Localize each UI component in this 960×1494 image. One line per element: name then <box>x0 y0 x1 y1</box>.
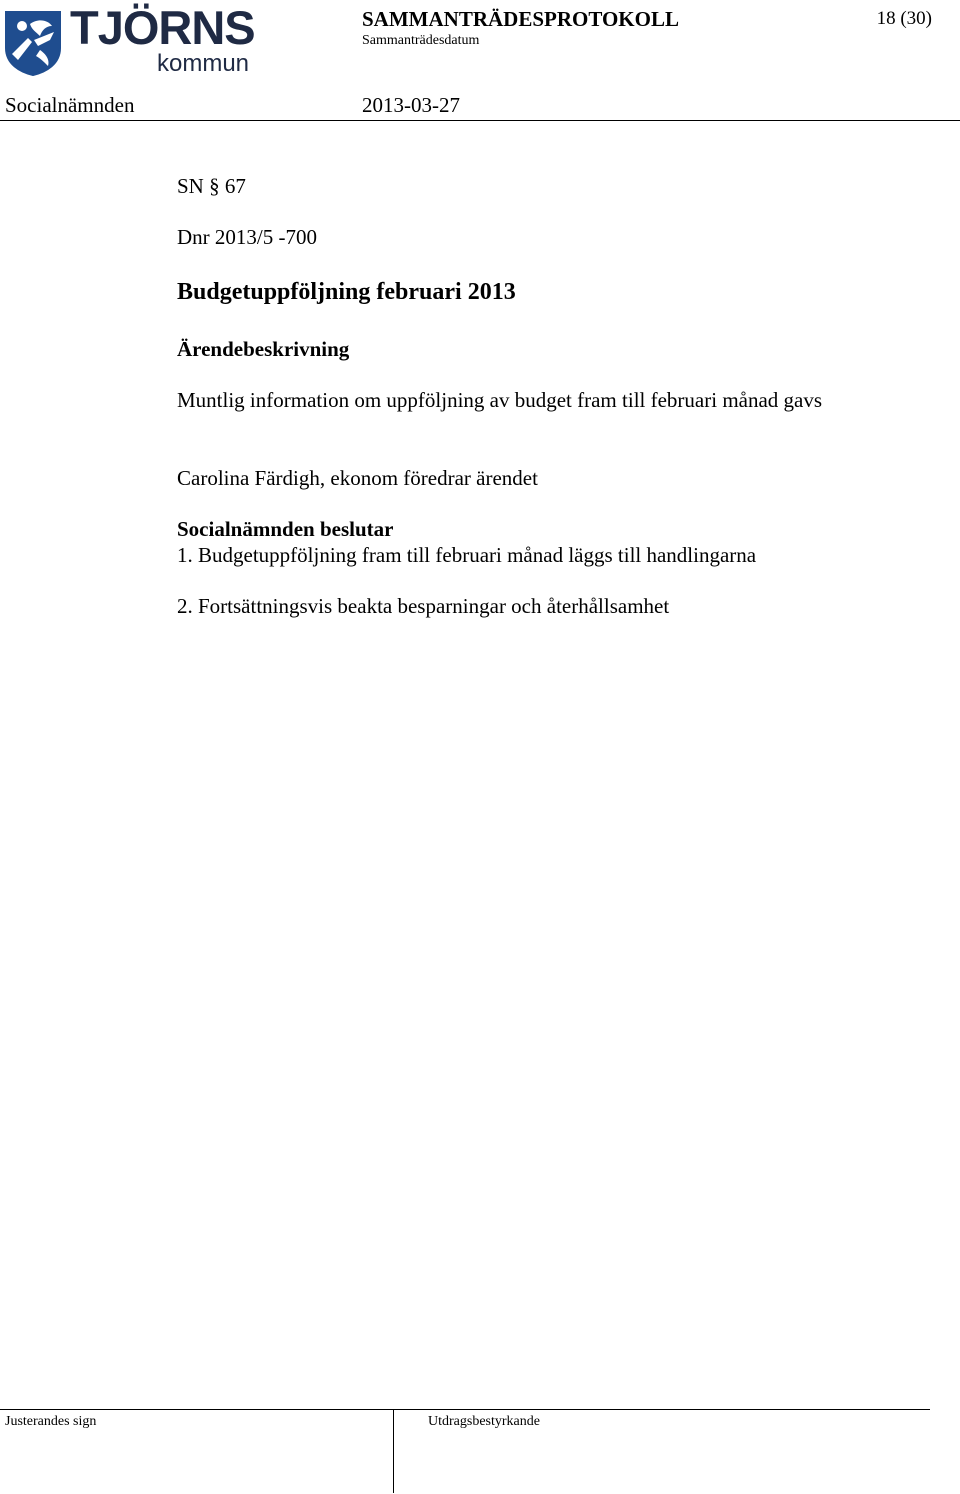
date-label: Sammanträdesdatum <box>362 33 480 48</box>
footer-column-divider <box>393 1409 394 1493</box>
header-divider <box>0 120 960 121</box>
case-number: Dnr 2013/5 -700 <box>177 225 317 249</box>
document-type: SAMMANTRÄDESPROTOKOLL <box>362 7 679 31</box>
logo-wordmark: TJÖRNS <box>70 1 255 54</box>
page-number: 18 (30) <box>876 8 932 29</box>
footer-divider <box>0 1409 930 1410</box>
logo-subtext: kommun <box>157 50 250 77</box>
sign-label: Justerandes sign <box>5 1414 97 1429</box>
certification-label: Utdragsbestyrkande <box>428 1414 540 1429</box>
description-text: Muntlig information om uppföljning av budget fram till februari månad gavs <box>177 388 823 412</box>
decision-heading: Socialnämnden beslutar <box>177 517 394 541</box>
paragraph-reference: SN § 67 <box>177 174 246 198</box>
description-heading: Ärendebeskrivning <box>177 337 350 361</box>
municipality-crest-icon <box>4 10 62 76</box>
meeting-date: 2013-03-27 <box>362 93 460 117</box>
decision-item: 1. Budgetuppföljning fram till februari månad läggs till handlingarna <box>177 543 757 567</box>
committee-name: Socialnämnden <box>5 93 135 117</box>
presenter-text: Carolina Färdigh, ekonom föredrar ärendet <box>177 466 538 490</box>
case-title: Budgetuppföljning februari 2013 <box>177 279 516 305</box>
decision-item: 2. Fortsättningsvis beakta besparningar och återhållsamhet <box>177 594 670 618</box>
